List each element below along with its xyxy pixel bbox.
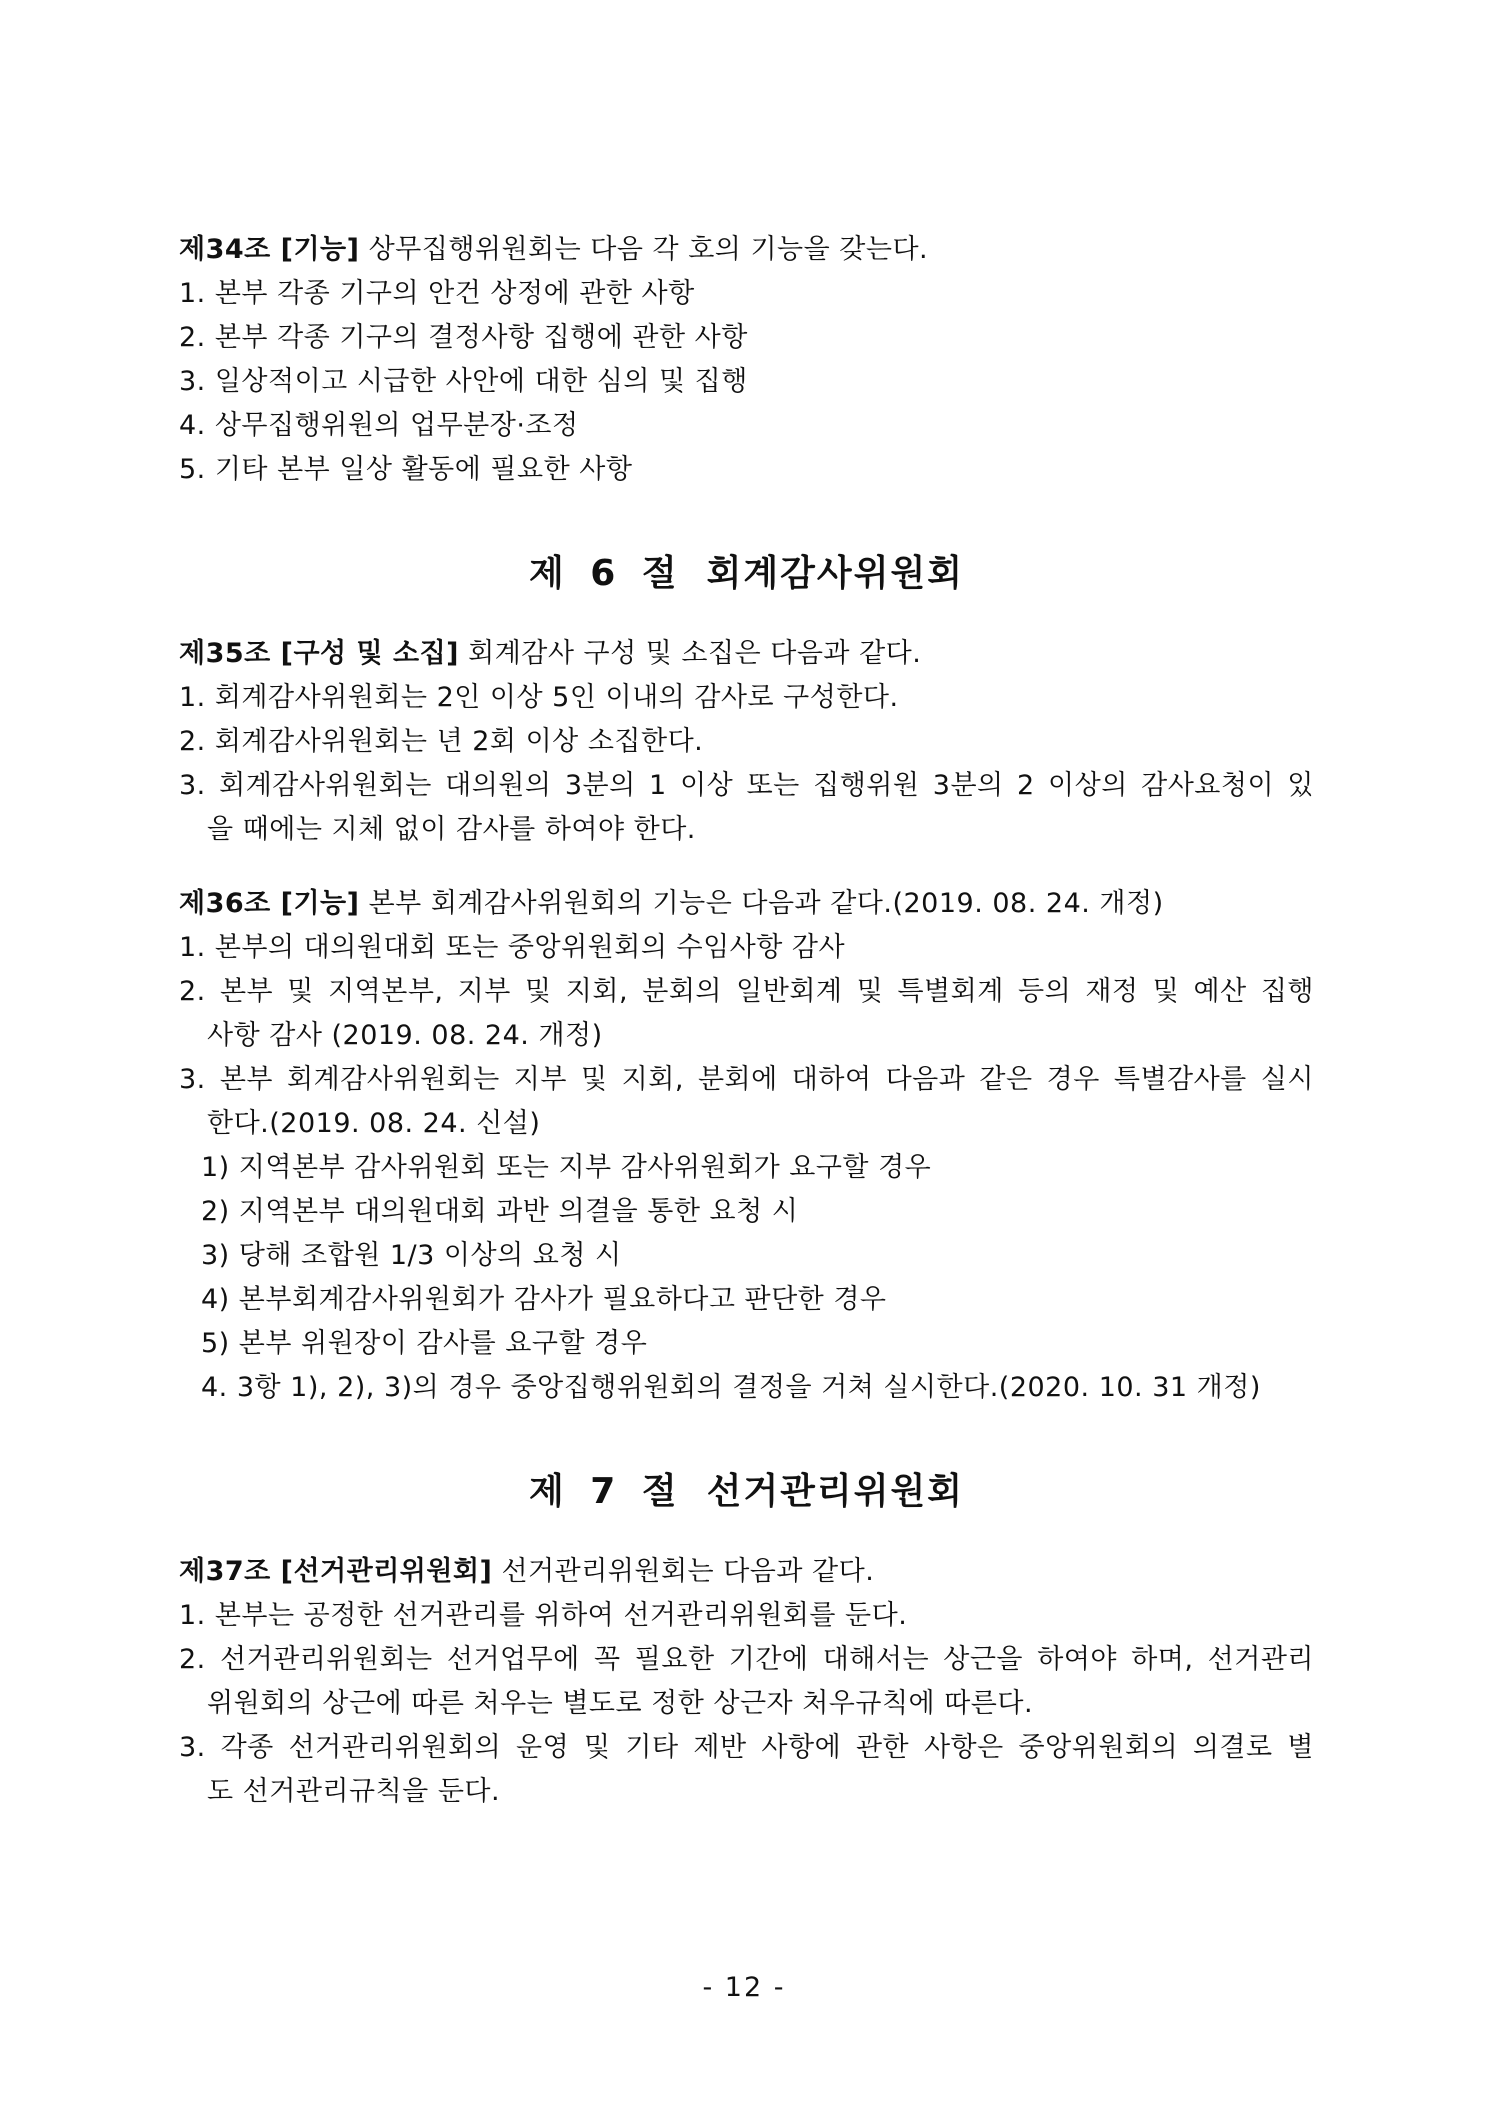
article-35-item: 3. 회계감사위원회는 대의원의 3분의 1 이상 또는 집행위원 3분의 2 이상의 감사요청이 있 xyxy=(179,770,1314,801)
article-34-intro: 상무집행위원회는 다음 각 호의 기능을 갖는다. xyxy=(359,234,929,265)
section-7-title xyxy=(179,1456,1314,1528)
article-36-item: 3. 본부 회계감사위원회는 지부 및 지회, 분회에 대하여 다음과 같은 경우 특별감사를 실시 xyxy=(179,1064,1314,1095)
article-36-intro: 본부 회계감사위원회의 기능은 다음과 같다.(2019. 08. 24. 개정) xyxy=(359,888,1164,919)
article-36-item-continued: 사항 감사 (2019. 08. 24. 개정) xyxy=(207,1020,603,1051)
article-34-item: 2. 본부 각종 기구의 결정사항 집행에 관한 사항 xyxy=(179,322,748,353)
article-35-item: 2. 회계감사위원회는 년 2회 이상 소집한다. xyxy=(179,726,704,757)
section-6-number: 제 6 절 xyxy=(528,553,679,594)
document-page xyxy=(179,228,1319,1814)
article-36-subitem: 1) 지역본부 감사위원회 또는 지부 감사위원회가 요구할 경우 xyxy=(201,1152,932,1183)
article-36-subitem: 2) 지역본부 대의원대회 과반 의결을 통한 요청 시 xyxy=(201,1196,799,1227)
article-34 xyxy=(179,228,1319,492)
article-36-item: 2. 본부 및 지역본부, 지부 및 지회, 분회의 일반회계 및 특별회계 등의 재정 및 예산 집행 xyxy=(179,976,1314,1007)
article-36-subitem: 4) 본부회계감사위원회가 감사가 필요하다고 판단한 경우 xyxy=(201,1284,887,1315)
article-37-item: 2. 선거관리위원회는 선거업무에 꼭 필요한 기간에 대해서는 상근을 하여야 하며, 선거관리 xyxy=(179,1644,1314,1675)
section-6-title xyxy=(179,538,1314,610)
article-35-intro: 회계감사 구성 및 소집은 다음과 같다. xyxy=(459,638,922,669)
article-35-item: 1. 회계감사위원회는 2인 이상 5인 이내의 감사로 구성한다. xyxy=(179,682,899,713)
article-37-item: 3. 각종 선거관리위원회의 운영 및 기타 제반 사항에 관한 사항은 중앙위원회의 의결로 별 xyxy=(179,1732,1314,1763)
article-35-title: 제35조 [구성 및 소집] xyxy=(179,638,460,669)
section-6-name: 회계감사위원회 xyxy=(706,553,965,594)
article-37 xyxy=(179,1550,1319,1814)
section-7-number: 제 7 절 xyxy=(528,1471,679,1512)
article-36-heading xyxy=(179,882,1319,926)
article-36-item-continued: 한다.(2019. 08. 24. 신설) xyxy=(207,1108,541,1139)
article-37-item-continued: 위원회의 상근에 따른 처우는 별도로 정한 상근자 처우규칙에 따른다. xyxy=(207,1688,1034,1719)
article-37-title: 제37조 [선거관리위원회] xyxy=(179,1556,493,1587)
article-34-heading xyxy=(179,228,1319,272)
article-36-title: 제36조 [기능] xyxy=(179,888,360,919)
section-7-name: 선거관리위원회 xyxy=(706,1471,965,1512)
article-36-item: 1. 본부의 대의원대회 또는 중앙위원회의 수임사항 감사 xyxy=(179,932,846,963)
article-34-item: 4. 상무집행위원의 업무분장·조정 xyxy=(179,410,579,441)
article-37-intro: 선거관리위원회는 다음과 같다. xyxy=(492,1556,875,1587)
article-36 xyxy=(179,882,1319,1410)
article-35-item-continued: 을 때에는 지체 없이 감사를 하여야 한다. xyxy=(207,814,696,845)
article-37-item: 1. 본부는 공정한 선거관리를 위하여 선거관리위원회를 둔다. xyxy=(179,1600,908,1631)
article-36-subitem: 4. 3항 1), 2), 3)의 경우 중앙집행위원회의 결정을 거쳐 실시한다.(2020. 10. 31 개정) xyxy=(201,1372,1261,1403)
article-36-subitem: 3) 당해 조합원 1/3 이상의 요청 시 xyxy=(201,1240,622,1271)
article-34-title: 제34조 [기능] xyxy=(179,234,360,265)
article-34-item: 1. 본부 각종 기구의 안건 상정에 관한 사항 xyxy=(179,278,695,309)
page-number: - 12 - xyxy=(702,1972,786,2003)
article-37-item-continued: 도 선거관리규칙을 둔다. xyxy=(207,1776,501,1807)
article-35-heading xyxy=(179,632,1319,676)
article-34-item: 3. 일상적이고 시급한 사안에 대한 심의 및 집행 xyxy=(179,366,748,397)
article-37-heading xyxy=(179,1550,1319,1594)
article-34-item: 5. 기타 본부 일상 활동에 필요한 사항 xyxy=(179,454,633,485)
article-35 xyxy=(179,632,1319,852)
article-36-subitem: 5) 본부 위원장이 감사를 요구할 경우 xyxy=(201,1328,648,1359)
